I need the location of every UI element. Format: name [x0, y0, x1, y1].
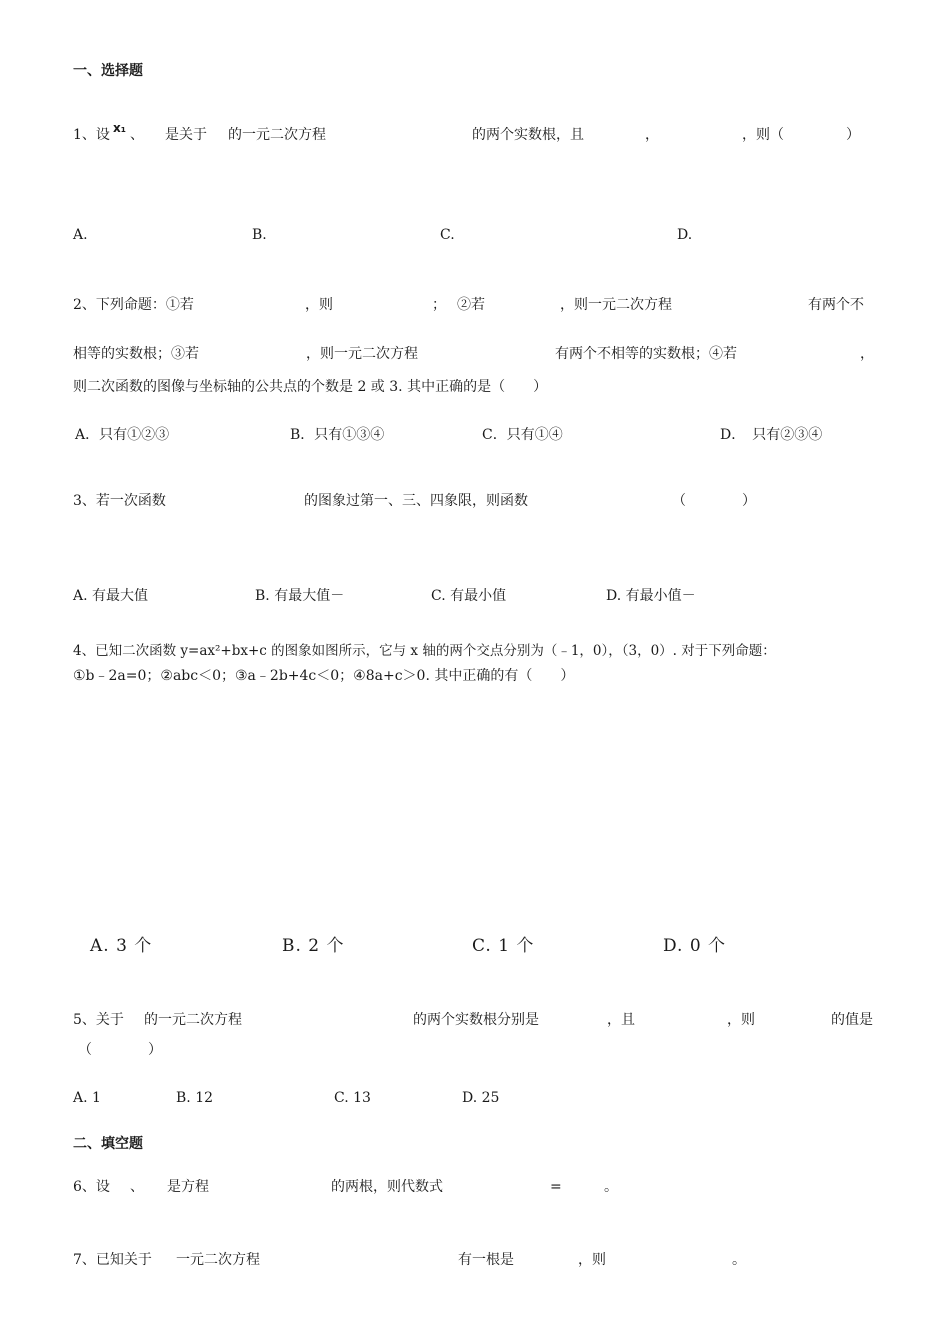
q1-option-c: C.: [440, 227, 455, 243]
q2-line2-c: 有两个不相等的实数根；④若: [555, 346, 737, 362]
q1-text-2: 、: [130, 127, 144, 143]
q6-text-4: 的两根，则代数式: [331, 1179, 443, 1195]
q7-text-2: 一元二次方程: [176, 1252, 260, 1268]
section-title-fill: 二、填空题: [73, 1136, 143, 1152]
q2-option-c: C．只有①④: [482, 427, 563, 443]
q1-text-4: 的一元二次方程: [228, 127, 326, 143]
q4-option-a: A. 3 个: [90, 936, 153, 956]
q2-line1-e: ，则一元二次方程: [560, 297, 672, 313]
q4-option-d: D. 0 个: [663, 936, 727, 956]
q1-text-5: 的两个实数根，且: [472, 127, 584, 143]
q1-option-b: B.: [252, 227, 267, 243]
q3-text-3: （ ）: [672, 493, 756, 509]
q1-text-8: ）: [846, 127, 860, 143]
q3-text-1: 3、若一次函数: [73, 493, 166, 509]
q2-line1-f: 有两个不: [808, 297, 864, 313]
q2-line1-c: ；: [432, 297, 446, 313]
q4-option-b: B. 2 个: [282, 936, 345, 956]
q3-option-c: C. 有最小值: [431, 588, 507, 604]
q5-text-6: 的值是: [831, 1012, 873, 1028]
q5-text-4: ，且: [607, 1012, 635, 1028]
q5-text-3: 的两个实数根分别是: [413, 1012, 539, 1028]
q2-line1-d: ②若: [457, 297, 485, 313]
q1-option-d: D.: [677, 227, 693, 243]
q1-text-3: 是关于: [165, 127, 207, 143]
q5-option-c: C. 13: [334, 1090, 371, 1106]
q6-text-3: 是方程: [167, 1179, 209, 1195]
q6-text-6: 。: [604, 1179, 618, 1195]
q4-line2: ①b﹣2a=0；②abc＜0；③a﹣2b+4c＜0；④8a+c＞0. 其中正确的有（ ）: [73, 668, 575, 684]
q2-option-a: A．只有①②③: [75, 427, 170, 443]
q4-option-c: C. 1 个: [472, 936, 535, 956]
q3-option-d: D. 有最小值－: [606, 588, 696, 604]
q1-text-6: ，: [645, 127, 659, 143]
q6-text-2: 、: [130, 1179, 144, 1195]
q5-text-2: 的一元二次方程: [144, 1012, 242, 1028]
q3-option-b: B. 有最大值－: [255, 588, 345, 604]
q5-option-d: D. 25: [462, 1090, 500, 1106]
q5-line2: （ ）: [78, 1042, 162, 1058]
q2-line3: 则二次函数的图像与坐标轴的公共点的个数是 2 或 3. 其中正确的是（ ）: [73, 379, 548, 395]
q2-line1-b: ，则: [305, 297, 333, 313]
q4-line1: 4、已知二次函数 y=ax²+bx+c 的图象如图所示，它与 x 轴的两个交点分别为（﹣1，0），（3，0）. 对于下列命题：: [73, 643, 776, 659]
q1-formula-glyph: x₁: [113, 121, 126, 135]
q2-line2-a: 相等的实数根；③若: [73, 346, 199, 362]
q7-text-3: 有一根是: [458, 1252, 514, 1268]
q1-text-7: ，则（: [742, 127, 784, 143]
q5-text-5: ，则: [727, 1012, 755, 1028]
q7-text-1: 7、已知关于: [73, 1252, 152, 1268]
q2-line1-a: 2、下列命题：①若: [73, 297, 194, 313]
q3-option-a: A. 有最大值: [73, 588, 149, 604]
q2-line2-d: ，: [860, 346, 874, 362]
q3-text-2: 的图象过第一、三、四象限，则函数: [304, 493, 528, 509]
section-title-choice: 一、选择题: [73, 63, 143, 79]
q2-line2-b: ，则一元二次方程: [306, 346, 418, 362]
q6-text-5: =: [550, 1179, 562, 1195]
q5-option-b: B. 12: [176, 1090, 214, 1106]
q1-text-1: 1、设: [73, 127, 110, 143]
q5-option-a: A. 1: [73, 1090, 101, 1106]
q5-text-1: 5、关于: [73, 1012, 124, 1028]
q6-text-1: 6、设: [73, 1179, 110, 1195]
q2-option-d: D． 只有②③④: [720, 427, 823, 443]
q7-text-5: 。: [732, 1252, 746, 1268]
q7-text-4: ，则: [578, 1252, 606, 1268]
q2-option-b: B．只有①③④: [290, 427, 385, 443]
q1-option-a: A.: [73, 227, 88, 243]
